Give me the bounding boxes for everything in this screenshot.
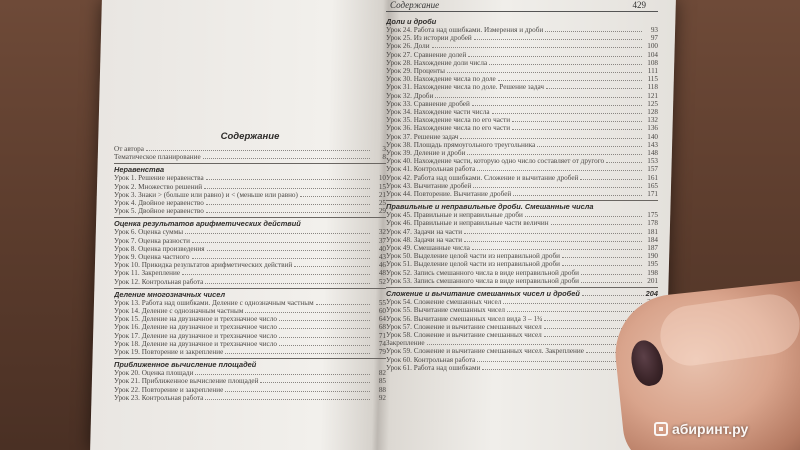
- toc-entry: [386, 75, 658, 83]
- right-page: [386, 0, 658, 450]
- toc-entry: [386, 67, 658, 75]
- toc-entry-page: 181: [647, 227, 658, 236]
- toc-entry: [386, 269, 658, 277]
- toc-entry-page: 40: [378, 244, 386, 253]
- toc-entry: [114, 269, 386, 277]
- toc-entry: [114, 332, 386, 340]
- toc-entry-page: 157: [647, 165, 658, 174]
- toc-entry-text: Урок 60. Контрольная работа: [386, 355, 476, 364]
- toc-entry: [386, 211, 658, 219]
- toc-entry: [386, 116, 658, 124]
- toc-entry-page: 97: [650, 34, 658, 43]
- toc-entry: [386, 34, 658, 42]
- dot-leader: [477, 170, 642, 171]
- toc-entry: [114, 348, 386, 356]
- toc-entry-text: Урок 7. Оценка разности: [114, 236, 190, 245]
- section-page: 204: [645, 289, 658, 299]
- toc-entry-text: Урок 58. Сложение и вычитание смешанных чисел: [386, 330, 542, 339]
- dot-leader: [582, 289, 644, 296]
- toc-entry-page: 190: [647, 252, 658, 261]
- right-toc-list: [386, 14, 658, 372]
- toc-entry-text: Урок 48. Задачи на части: [386, 235, 463, 244]
- toc-entry-text: Урок 35. Нахождение числа по его части: [386, 116, 511, 125]
- toc-entry-text: Урок 34. Нахождение части числа: [386, 108, 490, 117]
- running-head: [386, 0, 658, 12]
- toc-entry-page: 184: [647, 235, 658, 244]
- dot-leader: [432, 47, 642, 48]
- toc-entry-text: Урок 20. Оценка площади: [114, 369, 194, 378]
- toc-entry-page: 46: [378, 261, 386, 270]
- toc-entry-page: 32: [378, 228, 386, 237]
- toc-entry-page: 43: [378, 253, 386, 262]
- toc-entry-page: 104: [647, 50, 658, 59]
- toc-entry-page: 118: [647, 83, 658, 92]
- dot-leader: [562, 265, 642, 266]
- toc-entry: [386, 228, 658, 236]
- toc-entry-text: Урок 23. Контрольная работа: [114, 393, 204, 402]
- section-title: [386, 287, 658, 298]
- toc-entry-text: Урок 5. Двойное неравенство: [114, 207, 204, 216]
- toc-entry-text: Урок 28. Нахождение доли числа: [386, 58, 488, 67]
- toc-entry-page: 3: [382, 145, 386, 153]
- toc-entry-text: Урок 13. Работа над ошибками. Деление с однозначным частным: [114, 298, 314, 307]
- dot-leader: [474, 39, 642, 40]
- toc-entry: [386, 219, 658, 227]
- dot-leader: [206, 204, 370, 205]
- toc-entry-page: 198: [647, 268, 658, 277]
- toc-entry: [386, 174, 658, 182]
- toc-entry-page: 153: [647, 157, 658, 166]
- toc-entry-text: Урок 24. Работа над ошибками. Измерения и дроби: [386, 26, 544, 34]
- dot-leader: [205, 283, 370, 284]
- toc-entry: [386, 277, 658, 285]
- toc-entry: [386, 298, 658, 306]
- toc-entry: [114, 369, 386, 377]
- dot-leader: [512, 121, 642, 122]
- toc-entry-page: 88: [378, 385, 386, 394]
- dot-leader: [279, 337, 370, 338]
- toc-entry: [114, 323, 386, 331]
- dot-leader: [435, 97, 642, 98]
- toc-entry-page: 111: [647, 67, 658, 76]
- toc-entry-text: Урок 61. Работа над ошибками: [386, 363, 481, 372]
- toc-entry: [386, 157, 658, 165]
- dot-leader: [473, 187, 642, 188]
- toc-entry-page: 136: [647, 124, 658, 133]
- toc-entry-page: 115: [647, 75, 658, 84]
- dot-leader: [525, 216, 642, 217]
- section-title: Деление многозначных чисел: [114, 288, 386, 299]
- dot-leader: [192, 242, 370, 243]
- dot-leader: [316, 304, 370, 305]
- toc-entry-page: 132: [647, 116, 658, 125]
- dot-leader: [546, 88, 642, 89]
- toc-entry-page: 82: [378, 369, 386, 378]
- dot-leader: [581, 282, 642, 283]
- dot-leader: [545, 31, 642, 32]
- toc-entry-text: Урок 54. Сложение смешанных чисел: [386, 298, 502, 307]
- dot-leader: [464, 233, 642, 234]
- dot-leader: [204, 188, 370, 189]
- toc-entry: [386, 260, 658, 268]
- dot-leader: [472, 105, 642, 106]
- section-title: Неравенства: [114, 163, 386, 174]
- watermark: [654, 417, 794, 441]
- toc-entry: [386, 26, 658, 34]
- toc-entry: [114, 377, 386, 385]
- toc-entry-text: Урок 37. Решение задач: [386, 132, 459, 141]
- toc-entry: [114, 191, 386, 199]
- toc-entry-page: 148: [647, 149, 658, 158]
- toc-entry-page: 21: [378, 190, 386, 199]
- toc-entry-page: 74: [378, 339, 386, 348]
- toc-entry: [386, 190, 658, 198]
- toc-entry-text: Урок 18. Деление на двузначное и трехзначное число: [114, 339, 277, 348]
- toc-entry-page: 64: [378, 315, 386, 324]
- dot-leader: [203, 158, 370, 159]
- toc-entry-page: 100: [647, 42, 658, 51]
- toc-entry-page: 10: [378, 174, 386, 183]
- dot-leader: [206, 179, 370, 180]
- dot-leader: [207, 250, 370, 251]
- toc-entry-page: 60: [378, 307, 386, 316]
- toc-entry-text: Урок 53. Запись смешанного числа в виде неправильной дроби: [386, 276, 579, 285]
- dot-leader: [185, 233, 370, 234]
- toc-entry-text: Урок 31. Нахождение числа по доле. Решение задач: [386, 83, 545, 92]
- toc-entry-text: Урок 3. Знаки > (больше или равно) и < (меньше или равно): [114, 190, 298, 199]
- dot-leader: [225, 353, 370, 354]
- toc-entry: [386, 124, 658, 132]
- toc-entry: [114, 307, 386, 315]
- dot-leader: [146, 150, 370, 151]
- toc-entry: [114, 174, 386, 182]
- toc-entry-text: Урок 55. Вычитание смешанных чисел: [386, 306, 505, 315]
- dot-leader: [206, 212, 370, 213]
- toc-entry-page: 178: [647, 219, 658, 228]
- toc-entry-page: 201: [647, 276, 658, 285]
- toc-entry-text: Урок 46. Правильные и неправильные части величин: [386, 219, 549, 228]
- toc-entry-text: Урок 45. Правильные и неправильные дроби: [386, 211, 523, 220]
- toc-entry-page: 140: [647, 132, 658, 141]
- toc-entry-page: 121: [647, 91, 658, 100]
- toc-entry: [386, 323, 658, 331]
- toc-entry: [386, 244, 658, 252]
- section-title: Приближенное вычисление площадей: [114, 358, 386, 369]
- toc-heading: Содержание: [220, 131, 280, 142]
- toc-entry-text: Урок 17. Деление на двузначное и трехзначное число: [114, 331, 277, 340]
- toc-entry: [114, 394, 386, 402]
- toc-entry-page: 71: [378, 331, 386, 340]
- toc-entry-text: Урок 11. Закрепление: [114, 269, 181, 278]
- toc-entry: [114, 207, 386, 215]
- toc-entry-text: Урок 10. Прикидка результатов арифметических действий: [114, 261, 293, 270]
- dot-leader: [606, 162, 642, 163]
- toc-entry-page: 161: [647, 173, 658, 182]
- toc-entry-text: Урок 36. Нахождение числа по его части: [386, 124, 511, 133]
- toc-entry: [386, 108, 658, 116]
- dot-leader: [192, 258, 370, 259]
- toc-entry: [386, 133, 658, 141]
- toc-entry: [114, 261, 386, 269]
- toc-entry-text: Урок 29. Проценты: [386, 67, 445, 76]
- dot-leader: [279, 320, 370, 321]
- dot-leader: [464, 241, 642, 242]
- toc-entry-text: Урок 15. Деление на двузначное и трехзначное число: [114, 315, 277, 324]
- toc-entry-text: Урок 2. Множество решений: [114, 182, 203, 191]
- toc-entry: [114, 245, 386, 253]
- toc-entry: [386, 182, 658, 190]
- section-title: Правильные и неправильные дроби. Смешанные числа: [386, 200, 658, 211]
- toc-entry-text: Урок 51. Выделение целой части из неправильной дроби: [386, 260, 560, 269]
- toc-entry-text: Урок 52. Запись смешанного числа в виде неправильной дроби: [386, 268, 579, 277]
- dot-leader: [460, 138, 642, 139]
- dot-leader: [245, 312, 370, 313]
- toc-entry-text: Урок 12. Контрольная работа: [114, 277, 204, 286]
- toc-entry-page: 8: [382, 153, 386, 162]
- toc-entry: [386, 252, 658, 260]
- toc-entry-page: 143: [647, 140, 658, 149]
- toc-entry-text: Урок 30. Нахождение числа по доле: [386, 75, 496, 84]
- toc-entry-text: Урок 16. Деление на двузначное и трехзначное число: [114, 323, 277, 332]
- toc-entry-text: Урок 6. Оценка суммы: [114, 228, 184, 237]
- dot-leader: [467, 154, 642, 155]
- toc-entry: [114, 228, 386, 236]
- toc-entry-text: Урок 59. Сложение и вычитание смешанных чисел. Закрепление: [386, 347, 584, 356]
- toc-entry-text: Урок 22. Повторение и закрепление: [114, 385, 224, 394]
- toc-entry-text: Урок 38. Площадь прямоугольного треугольника: [386, 140, 536, 149]
- dot-leader: [581, 274, 642, 275]
- toc-entry: [386, 141, 658, 149]
- toc-entry-text: Урок 49. Смешанные числа: [386, 244, 470, 253]
- toc-entry-text: Урок 14. Деление с однозначным частным: [114, 307, 244, 316]
- toc-entry-text: Урок 25. Из истории дробей: [386, 34, 472, 43]
- toc-entry-text: Урок 56. Вычитание смешанных чисел вида 3 – 1¾: [386, 314, 543, 323]
- toc-entry-page: 171: [647, 190, 658, 199]
- dot-leader: [492, 113, 642, 114]
- toc-entry-text: Урок 33. Сравнение дробей: [386, 99, 470, 108]
- toc-entry-text: Урок 40. Нахождение части, которую одно число составляет от другого: [386, 157, 605, 166]
- toc-entry-text: Урок 50. Выделение целой части из неправильной дроби: [386, 252, 560, 261]
- dot-leader: [513, 195, 642, 196]
- dot-leader: [551, 224, 642, 225]
- toc-entry: [386, 149, 658, 157]
- toc-entry-page: 55: [378, 298, 386, 307]
- dot-leader: [512, 129, 642, 130]
- toc-entry-page: 29: [378, 207, 386, 216]
- dot-leader: [562, 257, 642, 258]
- toc-entry: [114, 183, 386, 191]
- dot-leader: [468, 56, 642, 57]
- toc-entry-page: 48: [378, 269, 386, 278]
- toc-entry: [386, 42, 658, 50]
- toc-entry-text: Урок 57. Сложение и вычитание смешанных чисел: [386, 322, 542, 331]
- toc-entry-page: 195: [647, 260, 658, 269]
- dot-leader: [182, 274, 370, 275]
- watermark-text: абиринт.ру: [672, 421, 749, 437]
- toc-entry-text: Тематическое планирование: [114, 153, 201, 162]
- left-toc-list: [114, 145, 386, 402]
- dot-leader: [225, 391, 370, 392]
- toc-entry: [386, 100, 658, 108]
- toc-entry-page: 92: [378, 393, 386, 402]
- toc-entry: [114, 278, 386, 286]
- section-title: Оценка результатов арифметических действий: [114, 217, 386, 228]
- toc-entry-page: 52: [378, 277, 386, 286]
- toc-entry-text: Урок 43. Вычитание дробей: [386, 181, 472, 190]
- toc-entry: [114, 386, 386, 394]
- dot-leader: [300, 196, 370, 197]
- toc-entry: [114, 340, 386, 348]
- dot-leader: [507, 311, 642, 312]
- running-head-page-number: 429: [632, 0, 646, 10]
- section-title-text: Сложение и вычитание смешанных чисел и дробей: [386, 289, 580, 299]
- toc-entry: [386, 83, 658, 91]
- toc-entry-text: Урок 47. Задачи на части: [386, 227, 463, 236]
- dot-leader: [279, 328, 370, 329]
- dot-leader: [195, 374, 370, 375]
- section-title: Доли и дроби: [386, 17, 437, 26]
- dot-leader: [489, 64, 642, 65]
- dot-leader: [447, 72, 642, 73]
- toc-entry: [114, 199, 386, 207]
- dot-leader: [294, 266, 370, 267]
- toc-entry-page: 37: [378, 236, 386, 245]
- toc-entry-page: 108: [647, 58, 658, 67]
- toc-entry-page: 79: [378, 348, 386, 357]
- toc-entry: [386, 165, 658, 173]
- toc-entry: [386, 236, 658, 244]
- toc-entry-text: Урок 26. Доли: [386, 42, 430, 51]
- dot-leader: [427, 344, 642, 345]
- toc-entry: [386, 306, 658, 314]
- toc-entry: [114, 153, 386, 161]
- toc-entry-page: 187: [647, 244, 658, 253]
- toc-entry-page: 25: [378, 199, 386, 208]
- toc-entry-text: Урок 4. Двойное неравенство: [114, 199, 204, 208]
- dot-leader: [260, 382, 370, 383]
- toc-entry-text: Урок 41. Контрольная работа: [386, 165, 476, 174]
- toc-entry-text: Урок 42. Работа над ошибками. Сложение и вычитание дробей: [386, 173, 579, 182]
- labirint-logo-icon: [654, 422, 668, 436]
- dot-leader: [498, 80, 642, 81]
- dot-leader: [503, 303, 642, 304]
- toc-entry-text: Урок 9. Оценка частного: [114, 253, 190, 262]
- dot-leader: [580, 179, 642, 180]
- toc-entry-page: 68: [378, 323, 386, 332]
- toc-entry-text: Урок 27. Сравнение долей: [386, 50, 467, 59]
- dot-leader: [279, 345, 370, 346]
- toc-entry-text: Урок 19. Повторение и закрепление: [114, 348, 224, 357]
- dot-leader: [472, 249, 642, 250]
- dot-leader: [205, 399, 370, 400]
- toc-entry: [386, 315, 658, 323]
- toc-entry-page: 128: [647, 108, 658, 117]
- toc-entry: [114, 315, 386, 323]
- toc-entry-page: 165: [647, 181, 658, 190]
- toc-entry-text: Урок 44. Повторение. Вычитание дробей: [386, 190, 512, 199]
- toc-entry: [114, 145, 386, 153]
- toc-entry-text: Урок 21. Приближенное вычисление площадей: [114, 377, 259, 386]
- toc-entry-page: 175: [647, 211, 658, 220]
- toc-entry-text: Урок 8. Оценка произведения: [114, 244, 205, 253]
- toc-entry-page: 85: [378, 377, 386, 386]
- toc-entry-text: Урок 32. Дроби: [386, 91, 434, 100]
- toc-entry-text: Урок 1. Решение неравенства: [114, 174, 204, 183]
- toc-entry-page: 93: [650, 26, 658, 34]
- toc-entry-page: 15: [378, 182, 386, 191]
- toc-entry: [386, 51, 658, 59]
- toc-entry-text: От автора: [114, 145, 144, 153]
- toc-entry: [386, 59, 658, 67]
- toc-entry: [114, 253, 386, 261]
- toc-entry-text: Урок 39. Деление и дроби: [386, 149, 466, 158]
- left-page: [114, 0, 386, 450]
- toc-entry-text: Закрепление: [386, 339, 425, 348]
- toc-entry-page: 125: [647, 99, 658, 108]
- toc-entry: [386, 92, 658, 100]
- toc-entry: [114, 237, 386, 245]
- toc-entry: [114, 299, 386, 307]
- running-head-title: Содержание: [390, 0, 440, 10]
- dot-leader: [537, 146, 642, 147]
